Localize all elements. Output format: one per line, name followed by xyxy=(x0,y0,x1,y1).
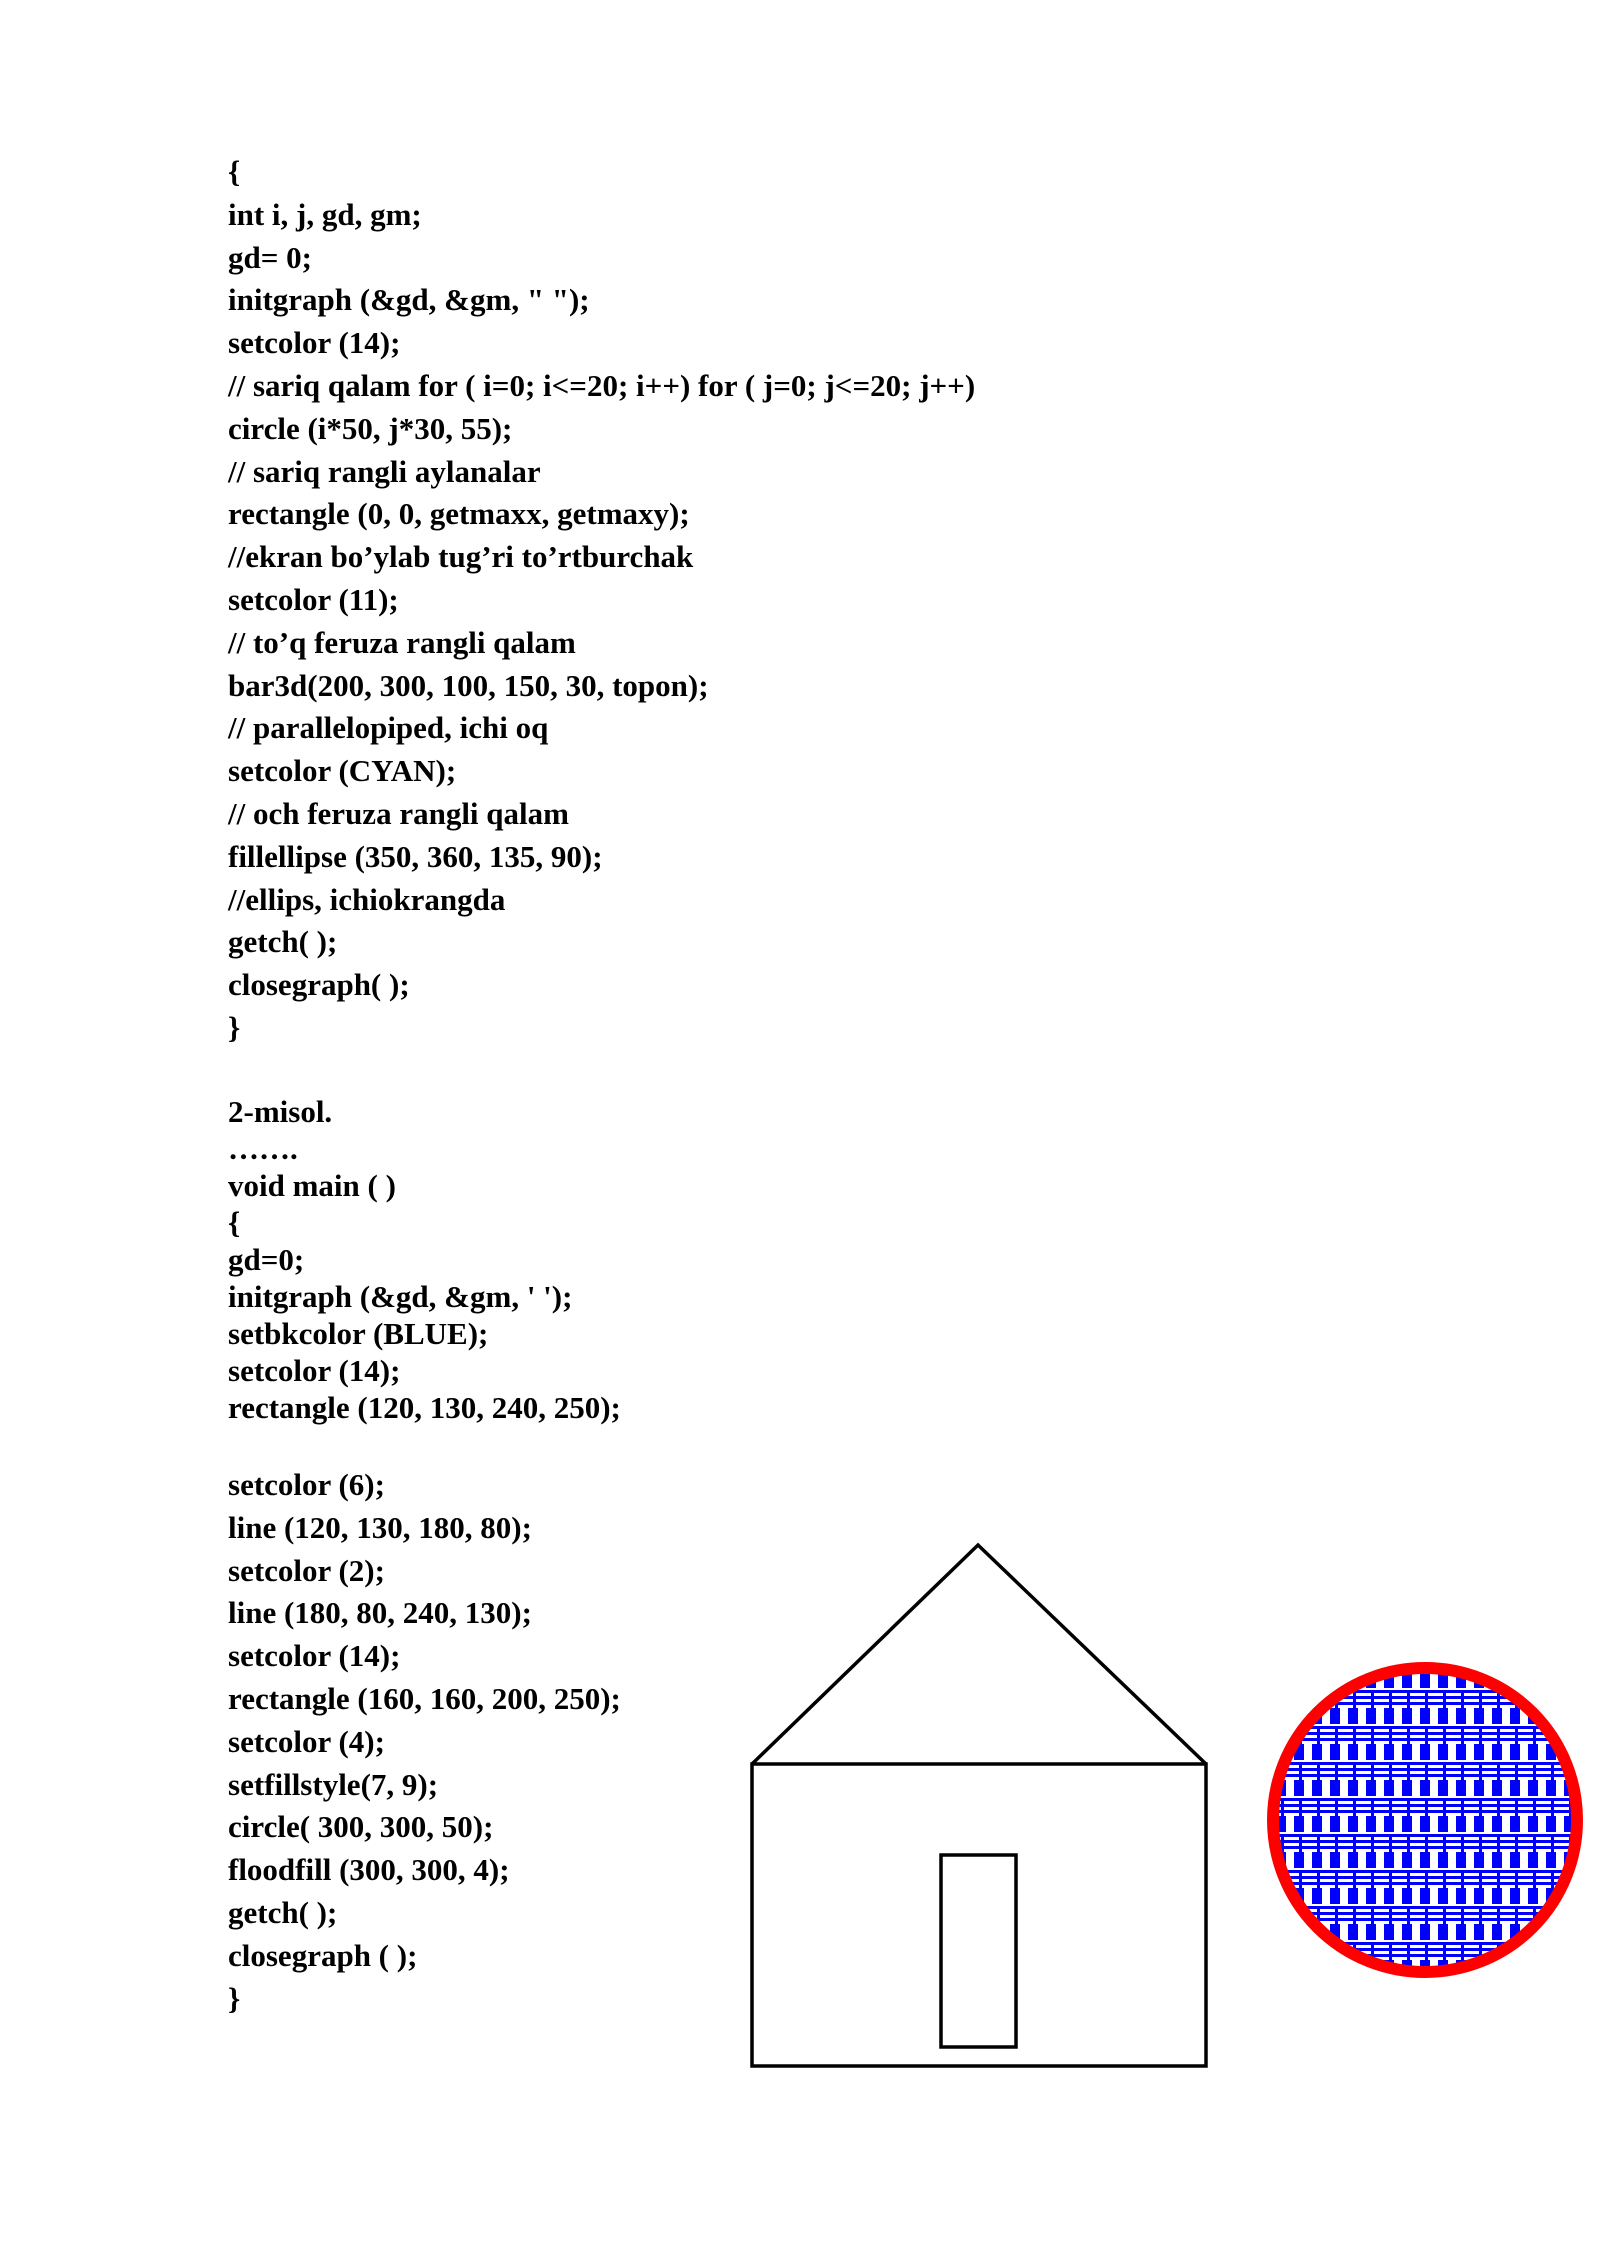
code-line: gd=0; xyxy=(228,1242,305,1277)
code-line: { xyxy=(228,154,241,189)
house-roof xyxy=(752,1545,1206,1764)
code-line: rectangle (160, 160, 200, 250); xyxy=(228,1680,621,1716)
code-line: setcolor (14); xyxy=(228,1353,401,1388)
code-line: } xyxy=(228,1980,241,2016)
code-line: initgraph (&gd, &gm, " "); xyxy=(228,282,590,318)
code-line: setcolor (14); xyxy=(228,1638,401,1674)
house-door xyxy=(941,1855,1016,2047)
code-line: setcolor (14); xyxy=(228,325,401,361)
code-line: line (120, 130, 180, 80); xyxy=(228,1509,532,1545)
code-line: setbkcolor (BLUE); xyxy=(228,1316,489,1351)
code-line: fillellipse (350, 360, 135, 90); xyxy=(228,838,603,874)
code-line: initgraph (&gd, &gm, ' '); xyxy=(228,1279,573,1314)
code-line: // sariq qalam for ( i=0; i<=20; i++) for ( j=0; j<=20; j++) xyxy=(228,367,976,403)
code-line: gd= 0; xyxy=(228,239,312,275)
code-line: getch( ); xyxy=(228,924,338,960)
code-line: { xyxy=(228,1205,241,1240)
code-line: // sariq rangli aylanalar xyxy=(228,453,541,489)
code-line: void main ( ) xyxy=(228,1168,396,1203)
code-line: setcolor (11); xyxy=(228,581,399,617)
code-line: setfillstyle(7, 9); xyxy=(228,1766,439,1802)
code-line: 2-misol. xyxy=(228,1094,333,1129)
code-line: // to’q feruza rangli qalam xyxy=(228,624,576,660)
code-line: closegraph( ); xyxy=(228,967,410,1003)
code-line: setcolor (4); xyxy=(228,1723,385,1759)
code-line: floodfill (300, 300, 4); xyxy=(228,1852,510,1888)
code-line: bar3d(200, 300, 100, 150, 30, topon); xyxy=(228,667,709,703)
code-line: rectangle (0, 0, getmaxx, getmaxy); xyxy=(228,496,690,532)
code-line: setcolor (2); xyxy=(228,1552,385,1588)
code-line: int i, j, gd, gm; xyxy=(228,196,422,232)
code-line: circle (i*50, j*30, 55); xyxy=(228,410,513,446)
code-line: // parallelopiped, ichi oq xyxy=(228,710,549,746)
code-line: ……. xyxy=(228,1131,298,1166)
house-wall xyxy=(752,1764,1206,2066)
filled-circle xyxy=(1273,1668,1577,1972)
code-line: //ellips, ichiokrangda xyxy=(228,881,506,917)
code-line: rectangle (120, 130, 240, 250); xyxy=(228,1390,621,1425)
code-line: getch( ); xyxy=(228,1894,338,1930)
code-line: circle( 300, 300, 50); xyxy=(228,1809,494,1845)
code-line: // och feruza rangli qalam xyxy=(228,795,569,831)
code-line: setcolor (6); xyxy=(228,1467,385,1502)
code-line: closegraph ( ); xyxy=(228,1937,418,1973)
code-line: //ekran bo’ylab tug’ri to’rtburchak xyxy=(228,539,694,575)
code-line: } xyxy=(228,1009,241,1045)
house-drawing xyxy=(752,1545,1206,2066)
filled-circle-drawing xyxy=(1273,1668,1577,1972)
code-line: line (180, 80, 240, 130); xyxy=(228,1595,532,1631)
code-line: setcolor (CYAN); xyxy=(228,753,457,789)
